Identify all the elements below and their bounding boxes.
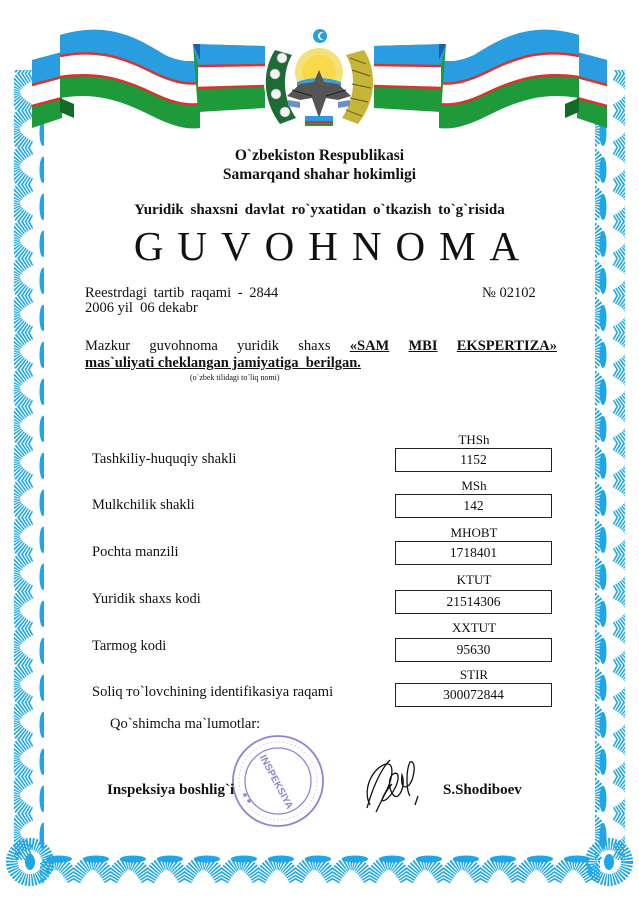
coat-of-arms-icon	[264, 24, 374, 140]
left-border	[14, 70, 44, 860]
field-label-postal: Pochta manzili	[92, 544, 179, 560]
additional-info-label: Qo`shimcha ma`lumotlar:	[110, 716, 261, 732]
bottom-border	[40, 852, 600, 886]
field-value-ktut: 21514306	[395, 590, 552, 614]
field-label-industry-code: Tarmog kodi	[92, 638, 167, 654]
field-value-mhobt: 1718401	[395, 541, 552, 565]
field-code-mhobt: MHOBT	[450, 525, 498, 540]
statement-word: yuridik	[237, 338, 279, 354]
field-label-entity-code: Yuridik shaxs kodi	[92, 591, 201, 607]
company-name-word: EKSPERTIZA»	[456, 338, 557, 354]
right-border	[595, 70, 625, 860]
certificate-number: № 02102	[482, 285, 536, 301]
document-subtitle: Yuridik shaxsni davlat ro`yxatidan o`tkazish to`g`risida	[134, 202, 505, 218]
signatory-name: S.Shodiboev	[443, 782, 522, 798]
statement-word: Mazkur	[85, 338, 131, 354]
field-label-tax-id: Soliq тo`lovchining identifikasiya raqami	[92, 684, 334, 700]
field-code-stir: STIR	[459, 667, 489, 682]
field-value-stir: 300072844	[395, 683, 552, 707]
official-stamp	[233, 736, 323, 826]
flag-ribbon-left	[32, 30, 265, 129]
company-name-word: MBI	[408, 338, 438, 354]
field-value-xxtut: 95630	[395, 638, 552, 662]
signatory-title: Inspeksiya boshlig`i	[107, 782, 235, 798]
field-code-xxtut: XXTUT	[451, 620, 497, 635]
signature	[367, 760, 418, 812]
svg-text:INSPEKSIYA: INSPEKSIYA	[256, 753, 295, 812]
issuer-country: O`zbekiston Respublikasi	[234, 147, 405, 164]
company-name-word: «SAM	[349, 338, 390, 354]
document-title: GUVOHNOMA	[133, 223, 534, 269]
statement-word: guvohnoma	[149, 338, 218, 354]
field-code-msh: MSh	[461, 478, 487, 493]
registry-date: 2006 yil 06 dekabr	[85, 300, 198, 316]
field-label-legal-form: Tashkiliy-huquqiy shakli	[92, 451, 237, 467]
field-value-msh: 142	[395, 494, 552, 518]
statement-line-1	[85, 338, 557, 355]
field-code-ktut: KTUT	[456, 572, 492, 587]
field-code-thsh: THSh	[458, 432, 490, 447]
registry-order-number: Reestrdagi tartib raqami - 2844	[85, 285, 279, 301]
field-label-ownership: Mulkchilik shakli	[92, 497, 195, 513]
statement-word: shaxs	[298, 338, 331, 354]
company-legal-form: mas`uliyati cheklangan jamiyatiga berilgan.	[85, 355, 361, 371]
flag-ribbon-right	[374, 30, 607, 129]
name-note: (o`zbek tilidagi to`liq nomi)	[190, 373, 280, 382]
issuer-authority: Samarqand shahar hokimligi	[222, 166, 417, 183]
field-value-thsh: 1152	[395, 448, 552, 472]
